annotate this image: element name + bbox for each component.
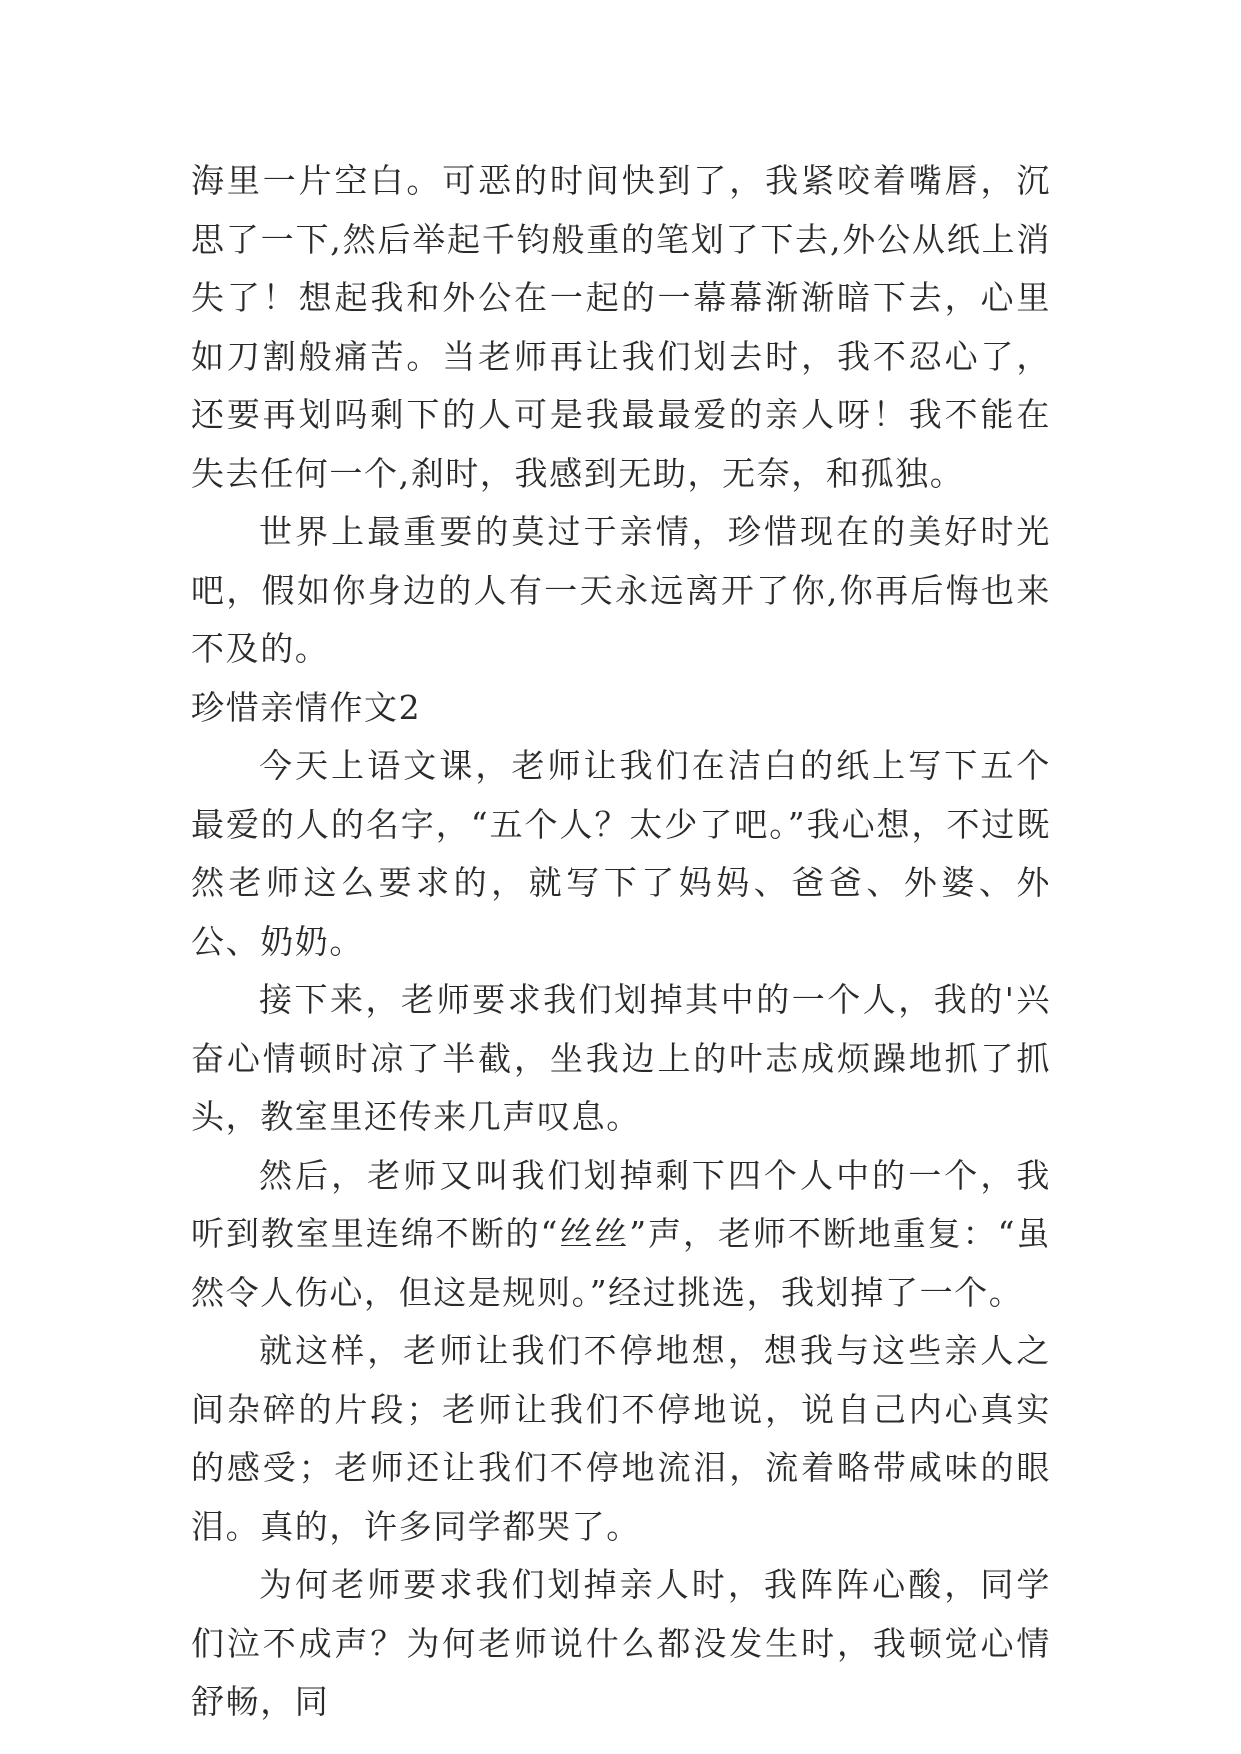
document-body xyxy=(191,152,1051,1732)
paragraph: 然后，老师又叫我们划掉剩下四个人中的一个，我听到教室里连绵不断的“丝丝”声，老师不断地重复：“虽然令人伤心，但这是规则。”经过挑选，我划掉了一个。 xyxy=(191,1155,1051,1312)
paragraph: 世界上最重要的莫过于亲情，珍惜现在的美好时光吧，假如你身边的人有一天永远离开了你,你再后悔也来不及的。 xyxy=(191,512,1051,668)
paragraph: 就这样，老师让我们不停地想，想我与这些亲人之间杂碎的片段；老师让我们不停地说，说自己内心真实的感受；老师还让我们不停地流泪，流着略带咸味的眼泪。真的，许多同学都哭了。 xyxy=(191,1331,1051,1546)
paragraph: 接下来，老师要求我们划掉其中的一个人，我的'兴奋心情顿时凉了半截，坐我边上的叶志成烦躁地抓了抓头，教室里还传来几声叹息。 xyxy=(191,980,1051,1136)
paragraph: 为何老师要求我们划掉亲人时，我阵阵心酸，同学们泣不成声？为何老师说什么都没发生时，我顿觉心情舒畅，同 xyxy=(191,1565,1051,1721)
paragraph: 今天上语文课，老师让我们在洁白的纸上写下五个最爱的人的名字，“五个人？太少了吧。”我心想，不过既然老师这么要求的，就写下了妈妈、爸爸、外婆、外公、奶奶。 xyxy=(191,746,1051,961)
paragraph: 海里一片空白。可恶的时间快到了，我紧咬着嘴唇，沉思了一下,然后举起千钧般重的笔划了下去,外公从纸上消失了！想起我和外公在一起的一幕幕渐渐暗下去，心里如刀割般痛苦。当老师再让我们划去时，我不忍心了，还要再划吗剩下的人可是我最最爱的亲人呀！我不能在失去任何一个,刹时，我感到无助，无奈，和孤独。 xyxy=(191,161,1051,493)
section-heading: 珍惜亲情作文2 xyxy=(191,687,422,727)
